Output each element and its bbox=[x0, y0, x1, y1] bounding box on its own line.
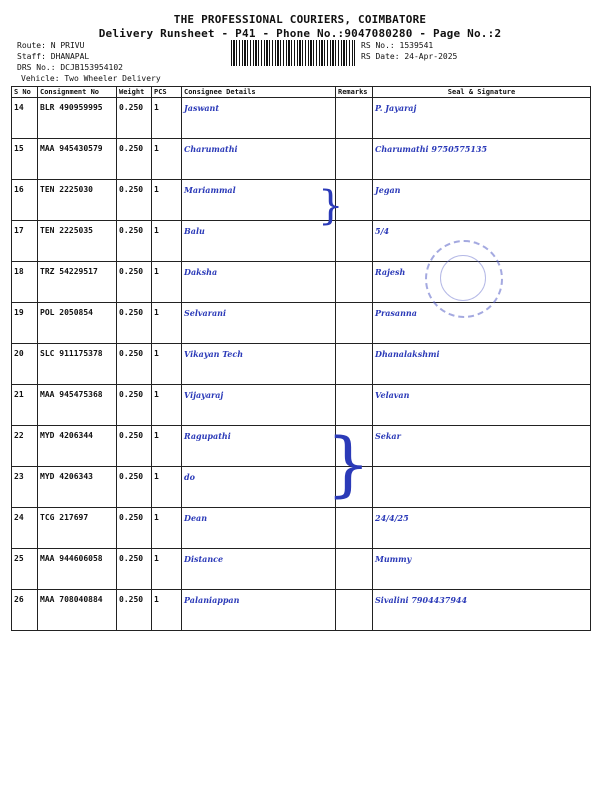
rs-number: RS No.: 1539541 bbox=[361, 41, 434, 50]
staff-label: Staff: DHANAPAL bbox=[17, 52, 90, 61]
vehicle-label: Vehicle: Two Wheeler Delivery bbox=[21, 74, 161, 83]
drs-number: DRS No.: DCJB153954102 bbox=[17, 63, 123, 72]
table-row bbox=[12, 467, 591, 508]
row-signature: Mummy bbox=[373, 549, 591, 590]
row-pcs: 1 bbox=[152, 549, 182, 590]
table-row bbox=[12, 590, 591, 631]
row-pcs: 1 bbox=[152, 467, 182, 508]
row-weight: 0.250 bbox=[117, 180, 152, 221]
row-weight: 0.250 bbox=[117, 590, 152, 631]
row-signature: Prasanna bbox=[373, 303, 591, 344]
row-consignee-handwritten: Charumathi bbox=[182, 139, 336, 180]
route-label: Route: N PRIVU bbox=[17, 41, 85, 50]
row-sno: 17 bbox=[12, 221, 38, 262]
row-sno: 22 bbox=[12, 426, 38, 467]
row-pcs: 1 bbox=[152, 221, 182, 262]
row-sno: 26 bbox=[12, 590, 38, 631]
row-signature: Dhanalakshmi bbox=[373, 344, 591, 385]
col-weight: Weight bbox=[117, 87, 152, 98]
row-weight: 0.250 bbox=[117, 508, 152, 549]
table-row bbox=[12, 98, 591, 139]
row-consignment: MAA 944606058 bbox=[38, 549, 117, 590]
col-consignment: Consignment No bbox=[38, 87, 117, 98]
col-signature: Seal & Signature bbox=[373, 87, 591, 98]
row-weight: 0.250 bbox=[117, 426, 152, 467]
row-pcs: 1 bbox=[152, 139, 182, 180]
row-sno: 15 bbox=[12, 139, 38, 180]
row-pcs: 1 bbox=[152, 303, 182, 344]
row-pcs: 1 bbox=[152, 180, 182, 221]
row-pcs: 1 bbox=[152, 344, 182, 385]
row-sno: 25 bbox=[12, 549, 38, 590]
table-row bbox=[12, 549, 591, 590]
row-signature: Jegan bbox=[373, 180, 591, 221]
row-weight: 0.250 bbox=[117, 344, 152, 385]
row-consignment: MAA 708040884 bbox=[38, 590, 117, 631]
row-sno: 19 bbox=[12, 303, 38, 344]
table-row bbox=[12, 180, 591, 221]
row-weight: 0.250 bbox=[117, 262, 152, 303]
row-consignee-handwritten: Mariammal bbox=[182, 180, 336, 221]
col-pcs: PCS bbox=[152, 87, 182, 98]
row-consignee-handwritten: Ragupathi bbox=[182, 426, 336, 467]
row-sno: 23 bbox=[12, 467, 38, 508]
row-pcs: 1 bbox=[152, 385, 182, 426]
row-signature: Rajesh bbox=[373, 262, 591, 303]
table-row bbox=[12, 262, 591, 303]
table-row bbox=[12, 426, 591, 467]
row-signature: Sekar bbox=[373, 426, 591, 467]
row-weight: 0.250 bbox=[117, 303, 152, 344]
row-remarks bbox=[336, 344, 373, 385]
row-remarks bbox=[336, 385, 373, 426]
company-seal-inner bbox=[440, 255, 486, 301]
row-signature: 24/4/25 bbox=[373, 508, 591, 549]
row-sno: 16 bbox=[12, 180, 38, 221]
bracket-mark: } bbox=[318, 183, 344, 229]
company-title: THE PROFESSIONAL COURIERS, COIMBATORE bbox=[173, 13, 427, 26]
row-consignment: MAA 945430579 bbox=[38, 139, 117, 180]
table-row bbox=[12, 303, 591, 344]
row-weight: 0.250 bbox=[117, 467, 152, 508]
row-consignment: TEN 2225035 bbox=[38, 221, 117, 262]
row-remarks bbox=[336, 262, 373, 303]
table-row bbox=[12, 221, 591, 262]
row-weight: 0.250 bbox=[117, 385, 152, 426]
row-consignment: BLR 490959995 bbox=[38, 98, 117, 139]
row-consignee-handwritten: Dean bbox=[182, 508, 336, 549]
row-signature: 5/4 bbox=[373, 221, 591, 262]
row-remarks bbox=[336, 508, 373, 549]
row-signature: Charumathi 9750575135 bbox=[373, 139, 591, 180]
table-header-row bbox=[12, 87, 591, 98]
row-weight: 0.250 bbox=[117, 221, 152, 262]
row-pcs: 1 bbox=[152, 508, 182, 549]
row-consignment: TCG 217697 bbox=[38, 508, 117, 549]
row-consignment: MYD 4206343 bbox=[38, 467, 117, 508]
table-row bbox=[12, 385, 591, 426]
row-consignee-handwritten: Selvarani bbox=[182, 303, 336, 344]
row-sno: 21 bbox=[12, 385, 38, 426]
row-consignment: TRZ 54229517 bbox=[38, 262, 117, 303]
row-pcs: 1 bbox=[152, 426, 182, 467]
row-remarks bbox=[336, 139, 373, 180]
row-consignee-handwritten: Distance bbox=[182, 549, 336, 590]
row-remarks bbox=[336, 590, 373, 631]
row-sno: 18 bbox=[12, 262, 38, 303]
row-remarks bbox=[336, 98, 373, 139]
table-row bbox=[12, 508, 591, 549]
row-consignee-handwritten: Vikayan Tech bbox=[182, 344, 336, 385]
row-signature: Sivalini 7904437944 bbox=[373, 590, 591, 631]
row-consignee-handwritten: Palaniappan bbox=[182, 590, 336, 631]
row-pcs: 1 bbox=[152, 590, 182, 631]
runsheet-table bbox=[11, 86, 591, 631]
row-consignee-handwritten: do bbox=[182, 467, 336, 508]
col-consignee: Consignee Details bbox=[182, 87, 336, 98]
row-consignment: MAA 945475368 bbox=[38, 385, 117, 426]
row-pcs: 1 bbox=[152, 98, 182, 139]
row-remarks bbox=[336, 303, 373, 344]
row-pcs: 1 bbox=[152, 262, 182, 303]
bracket-mark-large: } bbox=[326, 423, 371, 505]
table-row bbox=[12, 139, 591, 180]
row-signature: P. Jayaraj bbox=[373, 98, 591, 139]
row-signature: Velavan bbox=[373, 385, 591, 426]
runsheet-subtitle: Delivery Runsheet - P41 - Phone No.:9047080280 - Page No.:2 bbox=[98, 27, 502, 40]
row-sno: 14 bbox=[12, 98, 38, 139]
row-consignee-handwritten: Daksha bbox=[182, 262, 336, 303]
row-sno: 20 bbox=[12, 344, 38, 385]
col-sno: S No bbox=[12, 87, 38, 98]
row-weight: 0.250 bbox=[117, 549, 152, 590]
row-signature bbox=[373, 467, 591, 508]
row-consignment: MYD 4206344 bbox=[38, 426, 117, 467]
row-consignee-handwritten: Jaswant bbox=[182, 98, 336, 139]
row-consignment: TEN 2225030 bbox=[38, 180, 117, 221]
row-consignee-handwritten: Vijayaraj bbox=[182, 385, 336, 426]
row-weight: 0.250 bbox=[117, 98, 152, 139]
row-weight: 0.250 bbox=[117, 139, 152, 180]
row-consignment: POL 2050854 bbox=[38, 303, 117, 344]
row-sno: 24 bbox=[12, 508, 38, 549]
row-consignment: SLC 911175378 bbox=[38, 344, 117, 385]
table-row bbox=[12, 344, 591, 385]
rs-date: RS Date: 24-Apr-2025 bbox=[361, 52, 458, 61]
row-consignee-handwritten: Balu bbox=[182, 221, 336, 262]
barcode-image bbox=[231, 40, 355, 66]
row-remarks bbox=[336, 549, 373, 590]
col-remarks: Remarks bbox=[336, 87, 373, 98]
